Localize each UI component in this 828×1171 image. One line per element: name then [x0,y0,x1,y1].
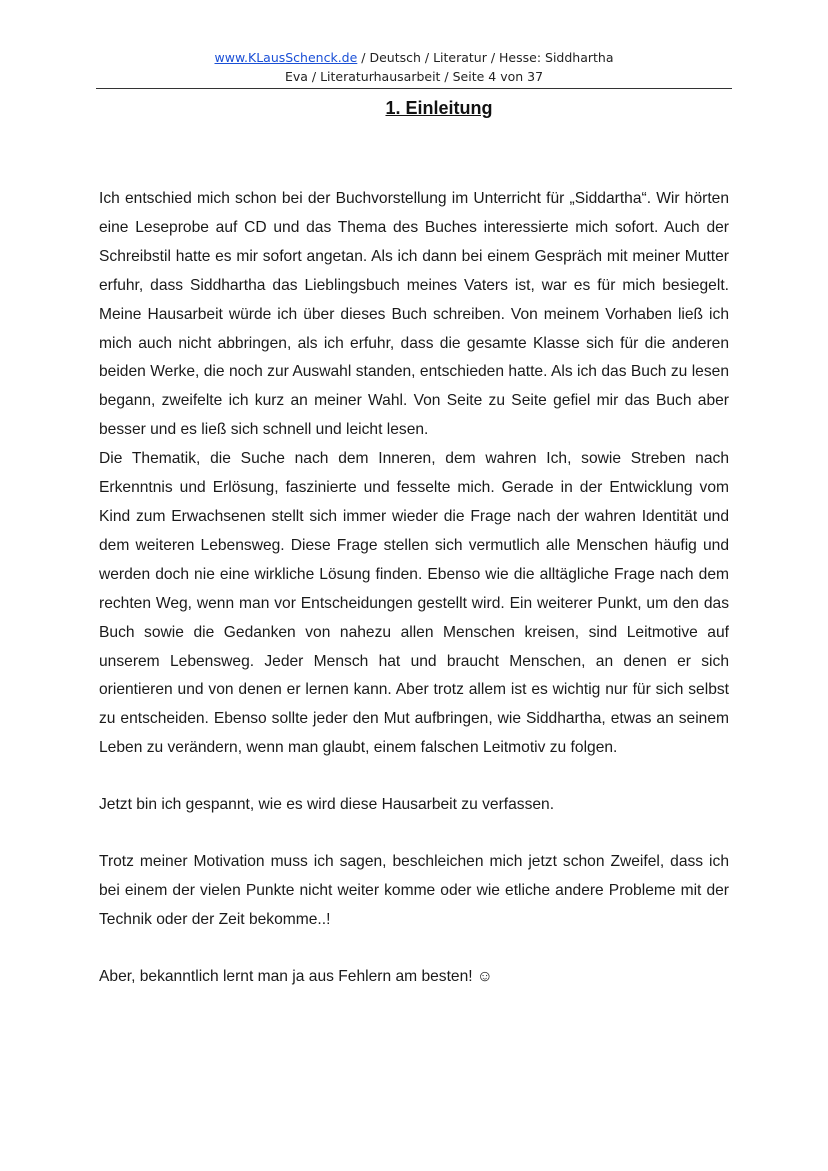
page-header [96,48,732,86]
header-line-2: Eva / Literaturhausarbeit / Seite 4 von 37 [284,69,544,84]
document-body [99,185,729,992]
paragraph-5: Aber, bekanntlich lernt man ja aus Fehlern am besten! ☺ [99,967,493,985]
header-divider [96,88,732,89]
section-title: 1. Einleitung [385,98,493,118]
paragraph-spacer [99,820,729,848]
paragraph-spacer [99,763,729,791]
paragraph-2: Die Thematik, die Suche nach dem Inneren, dem wahren Ich, sowie Streben nach Erkenntnis und Erlösung, faszinierte und fesselte mich. Gerade in der Entwicklung vom Kind zum Erwachsenen stellt sich immer wieder die Frage nach der wahren Identität und dem weiteren Lebensweg. Diese Frage stellen sich vermutlich alle Menschen häufig und werden doch nie eine wirkliche Lösung finden. Ebenso wie die alltägliche Frage nach dem rechten Weg, wenn man vor Entscheidungen gestellt wird. Ein weiterer Punkt, um den das Buch sowie die Gedanken von nahezu allen Menschen kreisen, sind Leitmotive auf unserem Lebensweg. Jeder Mensch hat und braucht Menschen, an denen er sich orientieren und von denen er lernen kann. Aber trotz allem ist es wichtig nur für sich selbst zu entscheiden. Ebenso sollte jeder den Mut aufbringen, wie Siddhartha, etwas an seinem Leben zu verändern, wenn man glaubt, einem falschen Leitmotiv zu folgen. [99,450,729,757]
paragraph-3: Jetzt bin ich gespannt, wie es wird diese Hausarbeit zu verfassen. [99,796,555,814]
paragraph-4: Trotz meiner Motivation muss ich sagen, beschleichen mich jetzt schon Zweifel, dass ich bei einem der vielen Punkte nicht weiter komme oder wie etliche andere Probleme mit der Technik oder der Zeit bekomme..! [99,853,729,928]
paragraph-1: Ich entschied mich schon bei der Buchvorstellung im Unterricht für „Siddartha“. Wir hörten eine Leseprobe auf CD und das Thema des Buches interessierte mich sofort. Auch der Schreibstil hatte es mir sofort angetan. Als ich dann bei einem Gespräch mit meiner Mutter erfuhr, dass Siddhartha das Lieblingsbuch meines Vaters ist, war es für mich besiegelt. Meine Hausarbeit würde ich über dieses Buch schreiben. Von meinem Vorhaben ließ ich mich auch nicht abbringen, als ich erfuhr, dass die gesamte Klasse sich für die anderen beiden Werke, die noch zur Auswahl standen, entschieden hatte. Als ich das Buch zu lesen begann, zweifelte ich kurz an meiner Wahl. Von Seite zu Seite gefiel mir das Buch aber besser und es ließ sich schnell und leicht lesen. [99,190,729,439]
header-line-1 [96,48,732,67]
website-link[interactable]: www.KLausSchenck.de [214,50,358,65]
paragraph-spacer [99,935,729,963]
header-path: / Deutsch / Literatur / Hesse: Siddhartha [357,50,614,65]
